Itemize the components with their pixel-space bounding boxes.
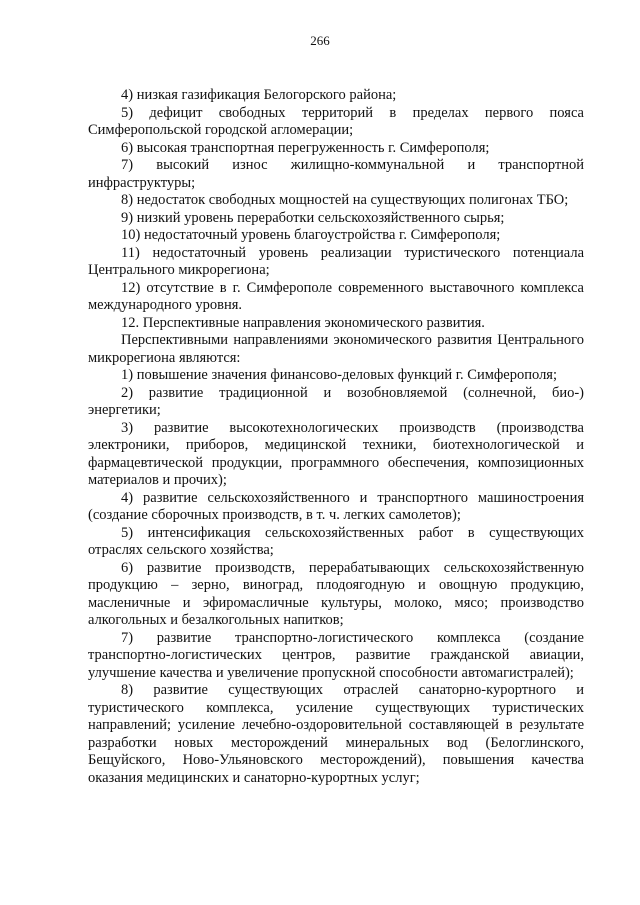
page-number: 266 xyxy=(310,33,330,48)
list-item: 4) низкая газификация Белогорского района; xyxy=(121,87,397,103)
list-item: 9) низкий уровень переработки сельскохозяйственного сырья; xyxy=(121,209,505,226)
list-item: 3) развитие высокотехнологических производств (производства электроники, приборов, медицинской техники, биотехнологической и фармацевтической продукции, программного обеспечения, композиционных материалов и прочих); xyxy=(88,419,584,488)
section-heading: 12. Перспективные направления экономического развития. xyxy=(121,314,485,331)
list-item: 8) развитие существующих отраслей санаторно-курортного и туристического комплекса, усиление существующих туристических направлений; усиление лечебно-оздоровительной составляющей в результате разработки новых месторождений минеральных вод (Белоглинского, Бещуйского, Ново-Ульяновского месторождений), повышения качества оказания медицинских и санаторно-курортных услуг; xyxy=(88,682,584,786)
list-item: 11) недостаточный уровень реализации туристического потенциала Центрального микрорегиона; xyxy=(88,244,584,278)
list-item: 5) интенсификация сельскохозяйственных работ в существующих отраслях сельского хозяйства; xyxy=(88,524,584,558)
list-item: 8) недостаток свободных мощностей на существующих полигонах ТБО; xyxy=(121,192,569,208)
list-item: 7) развитие транспортно-логистического комплекса (создание транспортно-логистических центров, развитие гражданской авиации, улучшение качества и увеличение пропускной способности автомагистралей); xyxy=(88,629,584,681)
list-item: 7) высокий износ жилищно-коммунальной и транспортной инфраструктуры; xyxy=(88,157,584,191)
list-item: 1) повышение значения финансово-деловых функций г. Симферополя; xyxy=(121,367,557,383)
intro-paragraph: Перспективными направлениями экономического развития Центрального микрорегиона являются: xyxy=(88,332,584,366)
list-item: 12) отсутствие в г. Симферополе современного выставочного комплекса международного уровня. xyxy=(88,279,584,313)
list-item: 5) дефицит свободных территорий в пределах первого пояса Симферопольской городской агломерации; xyxy=(88,104,584,138)
list-item: 2) развитие традиционной и возобновляемой (солнечной, био-) энергетики; xyxy=(88,384,584,418)
list-item: 4) развитие сельскохозяйственного и транспортного машиностроения (создание сборочных производств, в т. ч. легких самолетов); xyxy=(88,489,584,523)
list-item: 6) развитие производств, перерабатывающих сельскохозяйственную продукцию – зерно, виноград, плодоягодную и овощную продукцию, масленичные и эфиромасличные культуры, молоко, мясо; производство алкогольных и безалкогольных напитков; xyxy=(88,559,584,628)
list-item: 10) недостаточный уровень благоустройства г. Симферополя; xyxy=(121,227,501,243)
document-body xyxy=(88,87,584,787)
list-item: 6) высокая транспортная перегруженность г. Симферополя; xyxy=(121,139,490,156)
